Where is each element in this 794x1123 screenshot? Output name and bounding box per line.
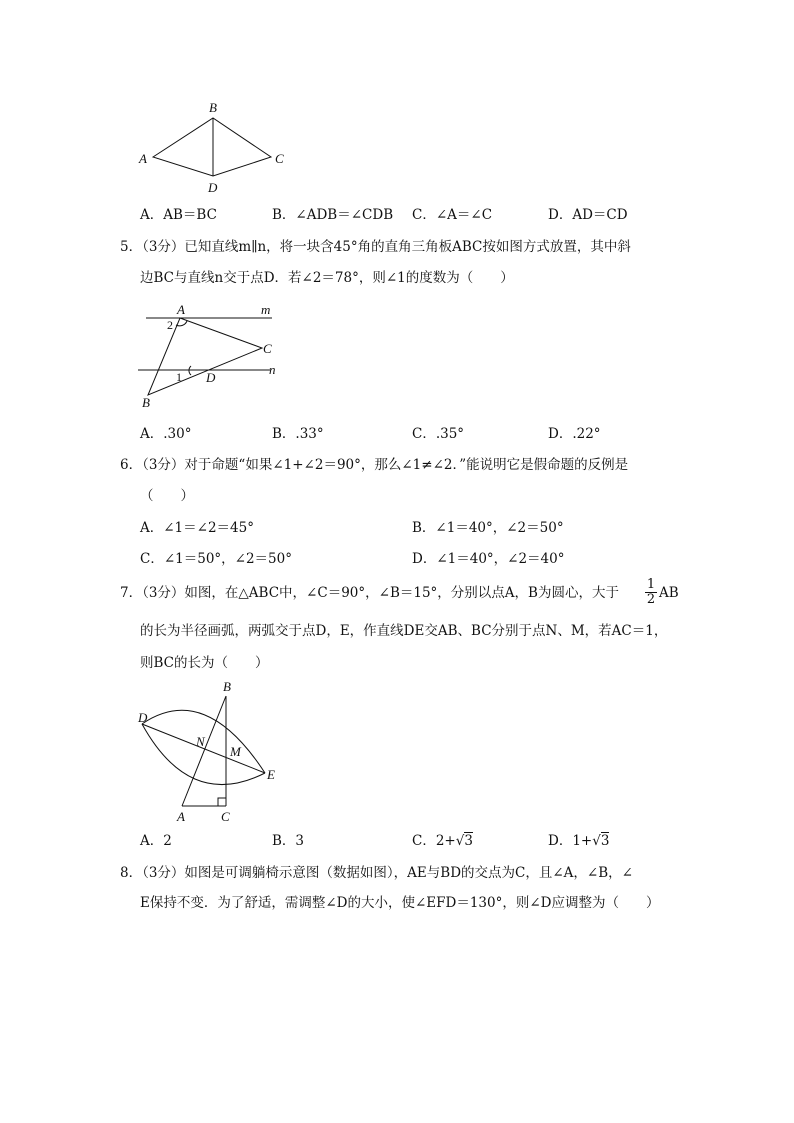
q7-label-a: A bbox=[177, 809, 185, 824]
q4-label-c: C bbox=[275, 151, 284, 166]
sqrt-icon: √ bbox=[455, 833, 465, 849]
q5-figure bbox=[130, 300, 290, 415]
q6-question-line1: 6．（3分）对于命题“如果∠1+∠2＝90°，那么∠1≠∠2．”能说明它是假命题的反例是 bbox=[120, 457, 629, 473]
q4-label-a: A bbox=[139, 151, 147, 166]
q6-option-c[interactable]: C．∠1＝50°，∠2＝50° bbox=[140, 551, 292, 567]
q6-option-b[interactable]: B．∠1＝40°，∠2＝50° bbox=[412, 520, 564, 536]
q7-figure bbox=[135, 676, 285, 826]
q7-label-d: D bbox=[138, 710, 148, 725]
q7-right-angle-mark bbox=[218, 798, 226, 806]
q8-question-line1: 8．（3分）如图是可调躺椅示意图（数据如图），AE与BD的交点为C，且∠A，∠B，∠ bbox=[120, 865, 633, 881]
q7-label-n: N bbox=[196, 734, 205, 749]
q5-option-c[interactable]: C．.35° bbox=[412, 426, 465, 442]
q5-question-line2: 边BC与直线n交于点D．若∠2＝78°，则∠1的度数为（ ） bbox=[140, 270, 514, 286]
q5-label-n: n bbox=[269, 362, 276, 377]
sqrt-icon: √ bbox=[592, 833, 601, 849]
q7-label-e: E bbox=[267, 767, 275, 782]
q7-question-line3: 则BC的长为（ ） bbox=[140, 655, 269, 671]
q7-label-m: M bbox=[230, 744, 241, 759]
q7-segment-ab bbox=[182, 696, 226, 806]
q7-option-d-radicand: 3 bbox=[600, 833, 610, 849]
q6-question-line2: （ ） bbox=[140, 488, 194, 504]
q7-question-line1: 7．（3分）如图，在△ABC中，∠C＝90°，∠B＝15°，分别以点A，B为圆心，大于 bbox=[120, 585, 619, 601]
q5-option-a[interactable]: A．.30° bbox=[140, 426, 192, 442]
q4-label-b: B bbox=[209, 100, 217, 115]
q6-option-d[interactable]: D．∠1＝40°，∠2＝40° bbox=[412, 551, 565, 567]
q4-option-c[interactable]: C．∠A＝∠C bbox=[412, 207, 493, 223]
q7-option-a[interactable]: A．2 bbox=[140, 833, 172, 849]
q5-question-line1: 5．（3分）已知直线m∥n，将一块含45°角的直角三角板ABC按如图方式放置，其中斜 bbox=[120, 239, 631, 255]
q7-option-d[interactable] bbox=[548, 832, 609, 850]
q4-figure bbox=[130, 96, 300, 196]
q7-option-d-prefix: D．1+ bbox=[548, 833, 593, 849]
q7-fraction-tail: AB bbox=[659, 585, 679, 601]
q4-label-d: D bbox=[208, 180, 218, 195]
q5-label-a: A bbox=[177, 302, 185, 317]
q7-question-line2: 的长为半径画弧，两弧交于点D，E，作直线DE交AB、BC分别于点N、M，若AC＝1， bbox=[140, 623, 668, 639]
q5-option-b[interactable]: B．.33° bbox=[272, 426, 324, 442]
q7-fraction-numerator: 1 bbox=[646, 577, 656, 592]
q7-option-c-prefix: C．2+ bbox=[412, 833, 456, 849]
q5-triangle bbox=[148, 318, 262, 395]
q4-option-a[interactable]: A．AB＝BC bbox=[140, 207, 217, 223]
q4-option-b[interactable]: B．∠ADB＝∠CDB bbox=[272, 207, 394, 223]
q7-fraction-denominator: 2 bbox=[646, 592, 656, 607]
q5-label-d: D bbox=[206, 370, 216, 385]
q7-fraction bbox=[645, 578, 657, 607]
q5-label-c: C bbox=[263, 341, 272, 356]
q7-option-c-radicand: 3 bbox=[464, 833, 473, 849]
q5-option-d[interactable]: D．.22° bbox=[548, 426, 601, 442]
q5-label-b: B bbox=[142, 395, 150, 410]
q7-label-c: C bbox=[221, 809, 230, 824]
q7-option-b[interactable]: B．3 bbox=[272, 833, 305, 849]
q5-label-m: m bbox=[261, 302, 271, 317]
q4-kite bbox=[153, 118, 271, 176]
q7-option-c[interactable] bbox=[412, 832, 473, 850]
q8-question-line2: E保持不变．为了舒适，需调整∠D的大小，使∠EFD＝130°，则∠D应调整为（ ） bbox=[140, 895, 660, 911]
q6-option-a[interactable]: A．∠1＝∠2＝45° bbox=[140, 520, 254, 536]
q5-label-2: 2 bbox=[167, 318, 173, 332]
q5-label-1: 1 bbox=[176, 370, 182, 384]
q7-label-b: B bbox=[223, 679, 231, 694]
q4-option-d[interactable]: D．AD＝CD bbox=[548, 207, 628, 223]
